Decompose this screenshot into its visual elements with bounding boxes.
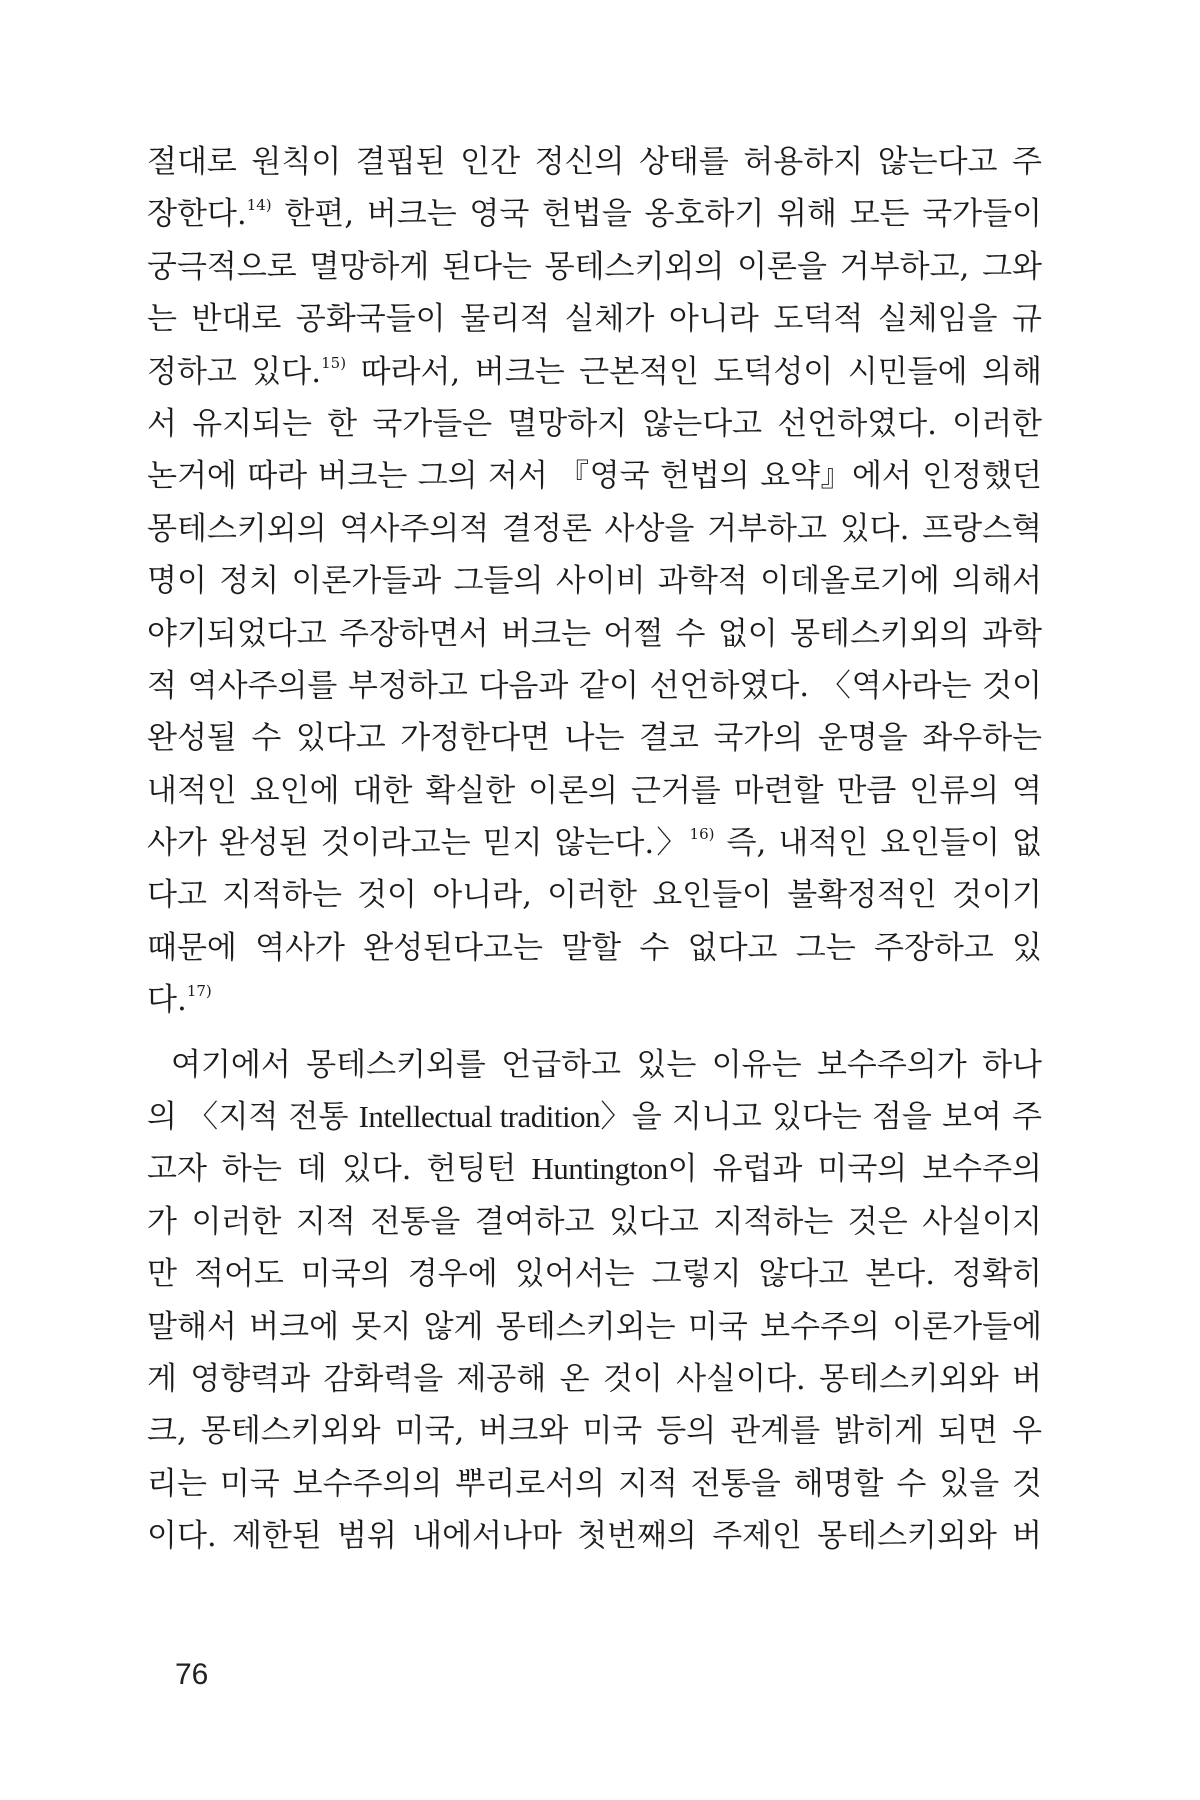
body-text	[147, 136, 1042, 1563]
text-line: 논거에 따라 버크는 그의 저서 『영국 헌법의 요약』에서 인정했던	[147, 458, 1042, 495]
text-line: 리는 미국 보수주의의 뿌리로서의 지적 전통을 해명할 수 있을 것	[147, 1465, 1042, 1502]
text-segment: 즉, 내적인 요인들이 없	[714, 825, 1042, 862]
text-line: 때문에 역사가 완성된다고는 말할 수 없다고 그는 주장하고 있	[147, 929, 1042, 966]
text-line: 말해서 버크에 못지 않게 몽테스키외는 미국 보수주의 이론가들에	[147, 1308, 1042, 1345]
text-line	[147, 346, 1042, 398]
text-segment: 정하고 있다.	[147, 353, 322, 390]
text-line: 서 유지되는 한 국가들은 멸망하지 않는다고 선언하였다. 이러한	[147, 405, 1042, 442]
latin-term: Intellectual tradition	[358, 1099, 601, 1135]
latin-term: Huntington	[531, 1151, 668, 1187]
text-segment: 의 〈지적 전통	[147, 1099, 359, 1136]
text-line	[147, 974, 1042, 1026]
footnote-marker-17: 17)	[186, 982, 212, 1001]
text-segment: 다.	[147, 982, 187, 1019]
text-line	[147, 1091, 1042, 1143]
text-line: 이다. 제한된 범위 내에서나마 첫번째의 주제인 몽테스키외와 버	[147, 1518, 1042, 1555]
text-line: 몽테스키외의 역사주의적 결정론 사상을 거부하고 있다. 프랑스혁	[147, 510, 1042, 547]
text-segment: 한편, 버크는 영국 헌법을 옹호하기 위해 모든 국가들이	[271, 196, 1042, 233]
text-line	[147, 1143, 1042, 1195]
text-line: 여기에서 몽테스키외를 언급하고 있는 이유는 보수주의가 하나	[171, 1046, 1042, 1083]
text-segment: 따라서, 버크는 근본적인 도덕성이 시민들에 의해	[346, 353, 1042, 390]
paragraph-gap	[147, 1027, 1042, 1039]
footnote-marker-15: 15)	[321, 353, 347, 372]
text-line	[147, 188, 1042, 240]
text-line: 내적인 요인에 대한 확실한 이론의 근거를 마련할 만큼 인류의 역	[147, 772, 1042, 809]
text-segment: 사가 완성된 것이라고는 믿지 않는다.〉	[147, 825, 690, 862]
text-segment: 고자 하는 데 있다. 헌팅턴	[147, 1151, 532, 1188]
footnote-marker-16: 16)	[689, 825, 715, 844]
text-line: 만 적어도 미국의 경우에 있어서는 그렇지 않다고 본다. 정확히	[147, 1256, 1042, 1293]
text-line: 다고 지적하는 것이 아니라, 이러한 요인들이 불확정적인 것이기	[147, 877, 1042, 914]
text-line: 크, 몽테스키외와 미국, 버크와 미국 등의 관계를 밝히게 되면 우	[147, 1413, 1042, 1450]
footnote-marker-14: 14)	[246, 196, 272, 215]
paragraph-2	[147, 1039, 1042, 1563]
page-number: 76	[175, 1658, 209, 1691]
text-line: 게 영향력과 감화력을 제공해 온 것이 사실이다. 몽테스키외와 버	[147, 1360, 1042, 1397]
text-segment: 〉을 지니고 있다는 점을 보여 주	[600, 1099, 1042, 1136]
text-line: 야기되었다고 주장하면서 버크는 어쩔 수 없이 몽테스키외의 과학	[147, 615, 1042, 652]
text-line: 는 반대로 공화국들이 물리적 실체가 아니라 도덕적 실체임을 규	[147, 301, 1042, 338]
text-line: 가 이러한 지적 전통을 결여하고 있다고 지적하는 것은 사실이지	[147, 1203, 1042, 1240]
text-line: 완성될 수 있다고 가정한다면 나는 결코 국가의 운명을 좌우하는	[147, 720, 1042, 757]
text-line: 명이 정치 이론가들과 그들의 사이비 과학적 이데올로기에 의해서	[147, 563, 1042, 600]
text-line	[147, 817, 1042, 869]
text-line: 절대로 원칙이 결핍된 인간 정신의 상태를 허용하지 않는다고 주	[147, 144, 1042, 180]
text-segment: 장한다.	[147, 196, 247, 233]
text-line: 적 역사주의를 부정하고 다음과 같이 선언하였다. 〈역사라는 것이	[147, 667, 1042, 704]
text-line: 궁극적으로 멸망하게 된다는 몽테스키외의 이론을 거부하고, 그와	[147, 248, 1042, 285]
text-segment: 이 유럽과 미국의 보수주의	[667, 1151, 1042, 1188]
paragraph-1	[147, 136, 1042, 1027]
